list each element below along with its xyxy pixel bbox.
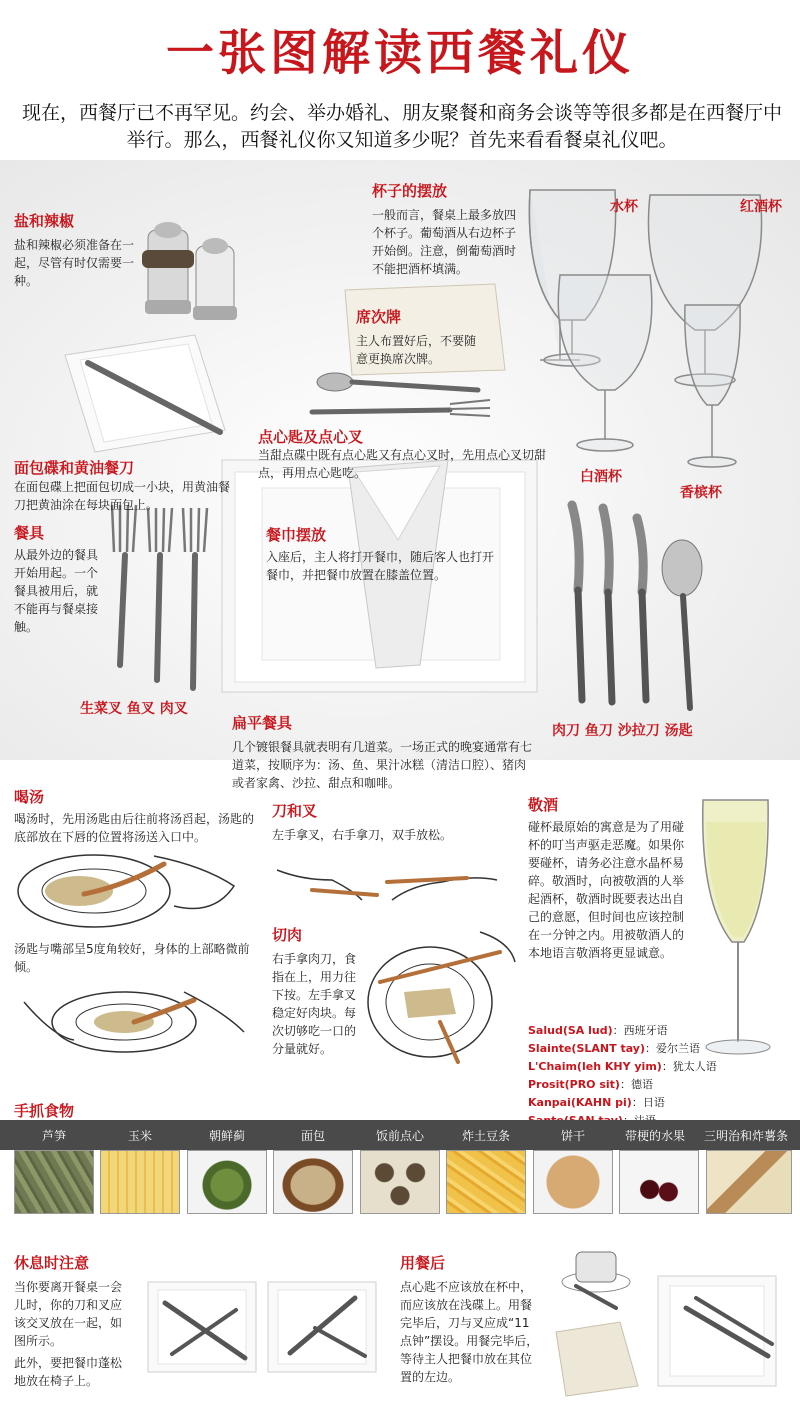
intro-text: 现在，西餐厅已不再罕见。约会、举办婚礼、朋友聚餐和商务会谈等等很多都是在西餐厅中举行。那么，西餐礼仪你又知道多少呢？首先来看看餐桌礼仪吧。: [22, 102, 783, 151]
toast-language-item: [528, 1040, 728, 1058]
toast-lang: ：德语: [619, 1078, 653, 1091]
salad-fork-icon: [112, 505, 136, 665]
flatware-text: 几个镀银餐具就表明有几道菜。一场正式的晚宴通常有七道菜，按顺序为：汤、鱼、果汁冰糕（清洁口腔）、猪肉或者家禽、沙拉、甜点和咖啡。: [232, 740, 533, 790]
fries-image: [446, 1150, 526, 1214]
rest-title: 休息时注意: [14, 1254, 90, 1272]
food-name-stem-fruit: 带梗的水果: [624, 1129, 685, 1143]
artichoke-image: [187, 1150, 267, 1214]
toast-title: 敬酒: [528, 796, 559, 814]
fish-knife-icon: [603, 508, 612, 702]
white-wine-glass-label: 白酒杯: [580, 469, 622, 485]
after-meal-text: 点心匙不应该放在杯中，而应该放在浅碟上。用餐完毕后，刀与叉应成“11点钟”摆设。用餐完毕后，等待主人把餐巾放在其位置的左边。: [400, 1280, 539, 1384]
food-name-fries: 炸土豆条: [461, 1129, 510, 1143]
toast-language-item: [528, 1022, 728, 1040]
salt-shaker-icon: [142, 222, 194, 314]
toast-lang: ：日语: [631, 1096, 665, 1109]
toast-language-item: [528, 1076, 728, 1094]
appetizer-image: [360, 1150, 440, 1214]
soup-spoon-icon: [662, 540, 702, 708]
dessert-title: 点心匙及点心叉: [258, 428, 364, 446]
flatware-title: 扁平餐具: [232, 714, 293, 732]
rest-text-2: 此外，要把餐巾蓬松地放在椅子上。: [14, 1356, 123, 1388]
toast-language-list: [528, 1022, 728, 1130]
water-glass-label: 水杯: [610, 199, 638, 215]
toast-lang: ：犹太人语: [661, 1060, 717, 1073]
sandwich-image: [706, 1150, 792, 1214]
dessert-fork-icon: [312, 400, 490, 416]
toast-word: L'Chaim(leh KHY yim): [528, 1060, 662, 1073]
place-card-title: 席次牌: [356, 308, 402, 326]
red-wine-glass-label: 红酒杯: [740, 199, 782, 215]
toast-lang: ：爱尔兰语: [645, 1042, 700, 1055]
toast-text: 碰杯最原始的寓意是为了用碰杯的叮当声驱走恶魔。如果你要碰杯，请务必注意水晶杯易碎。敬酒时，向被敬酒的人举起酒杯，敬酒时既要表达出自己的意愿，但时间也应该控制在一分钟之内。用被敬酒人的本地语言敬酒将更显诚意。: [528, 820, 685, 960]
food-name-corn: 玉米: [127, 1129, 152, 1143]
white-wine-glass-icon: [558, 275, 652, 451]
asparagus-image: [14, 1150, 94, 1214]
food-name-artichoke: 朝鲜蓟: [208, 1129, 245, 1143]
utensils-title: 餐具: [14, 524, 45, 542]
bread-plate-icon: [65, 335, 225, 452]
salt-pepper-title: 盐和辣椒: [14, 212, 75, 230]
rest-text-1: 当你要离开餐桌一会儿时，你的刀和叉应该交叉放在一起，如图所示。: [14, 1280, 123, 1348]
cut-meat-title: 切肉: [272, 926, 303, 944]
soup-text-1: 喝汤时，先用汤匙由后往前将汤舀起，汤匙的底部放在下唇的位置将汤送入口中。: [14, 812, 255, 844]
toast-language-item: [528, 1094, 728, 1112]
rest-cutlery-illustration: [140, 1268, 380, 1380]
toast-word: Slainte(SLANT tay): [528, 1042, 645, 1055]
after-meal-illustration: [546, 1246, 796, 1406]
toast-lang: ：西班牙语: [612, 1024, 668, 1037]
cups-text: 一般而言，餐桌上最多放四个杯子。葡萄酒从右边杯子开始倒。注意，倒葡萄酒时不能把酒杯填满。: [372, 208, 517, 276]
soup-angle-illustration: [14, 982, 254, 1060]
meat-fork-icon: [183, 508, 207, 688]
napkin-text: 入座后，主人将打开餐巾，随后客人也打开餐巾，并把餐巾放置在膝盖位置。: [266, 550, 495, 582]
pepper-shaker-icon: [193, 238, 237, 320]
corn-image: [100, 1150, 180, 1214]
toast-word: Salud(SA lud): [528, 1024, 613, 1037]
food-name-appetizer: 饭前点心: [375, 1129, 424, 1143]
utensils-text: 从最外边的餐具开始用起。一个餐具被用后，就不能再与餐桌接触。: [14, 548, 99, 634]
food-name-cookie: 饼干: [560, 1129, 585, 1143]
toast-word: Kanpai(KAHN pi): [528, 1096, 632, 1109]
toast-language-item: [528, 1058, 728, 1076]
salt-pepper-text: 盐和辣椒必须准备在一起，尽管有时仅需要一种。: [14, 238, 135, 288]
bread-plate-title: 面包碟和黄油餐刀: [14, 459, 135, 477]
dessert-text: 当甜点碟中既有点心匙又有点心叉时，先用点心叉切甜点，再用点心匙吃。: [258, 448, 547, 480]
soup-drinking-illustration: [14, 846, 254, 936]
toast-word: Prosit(PRO sit): [528, 1078, 620, 1091]
champagne-glass-label: 香槟杯: [680, 485, 722, 501]
soup-title: 喝汤: [14, 788, 45, 806]
napkin-title: 餐巾摆放: [266, 526, 327, 544]
cookie-image: [533, 1150, 613, 1214]
knives-label: 肉刀 鱼刀 沙拉刀 汤匙: [552, 723, 693, 739]
knife-fork-illustration: [272, 850, 502, 912]
knife-fork-title: 刀和叉: [272, 802, 318, 820]
meat-knife-icon: [572, 505, 582, 700]
forks-label: 生菜叉 鱼叉 肉叉: [80, 701, 188, 717]
knife-fork-text: 左手拿叉，右手拿刀，双手放松。: [272, 828, 453, 842]
food-name-bread: 面包: [300, 1129, 325, 1143]
salad-knife-icon: [637, 518, 646, 700]
cut-meat-text: 右手拿肉刀，食指在上，用力往下按。左手拿叉稳定好肉块。每次切够吃一口的分量就好。: [272, 952, 357, 1056]
cut-meat-illustration: [360, 922, 520, 1072]
finger-food-title: 手抓食物: [14, 1102, 75, 1120]
after-meal-title: 用餐后: [400, 1254, 446, 1272]
cups-title: 杯子的摆放: [372, 182, 448, 200]
bread-image: [273, 1150, 353, 1214]
place-card-text: 主人布置好后，不要随意更换席次牌。: [356, 334, 477, 366]
food-name-sandwich: 三明治和炸薯条: [703, 1129, 788, 1143]
food-name-asparagus: 芦笋: [41, 1129, 66, 1143]
soup-text-2: 汤匙与嘴部呈5度角较好，身体的上部略微前倾。: [14, 942, 250, 974]
bread-plate-text: 在面包碟上把面包切成一小块，用黄油餐刀把黄油涂在每块面包上。: [14, 480, 231, 512]
page-title: 一张图解读西餐礼仪: [165, 25, 634, 81]
stem-fruit-image: [619, 1150, 699, 1214]
fish-fork-icon: [148, 508, 172, 680]
dessert-spoon-icon: [317, 373, 478, 391]
